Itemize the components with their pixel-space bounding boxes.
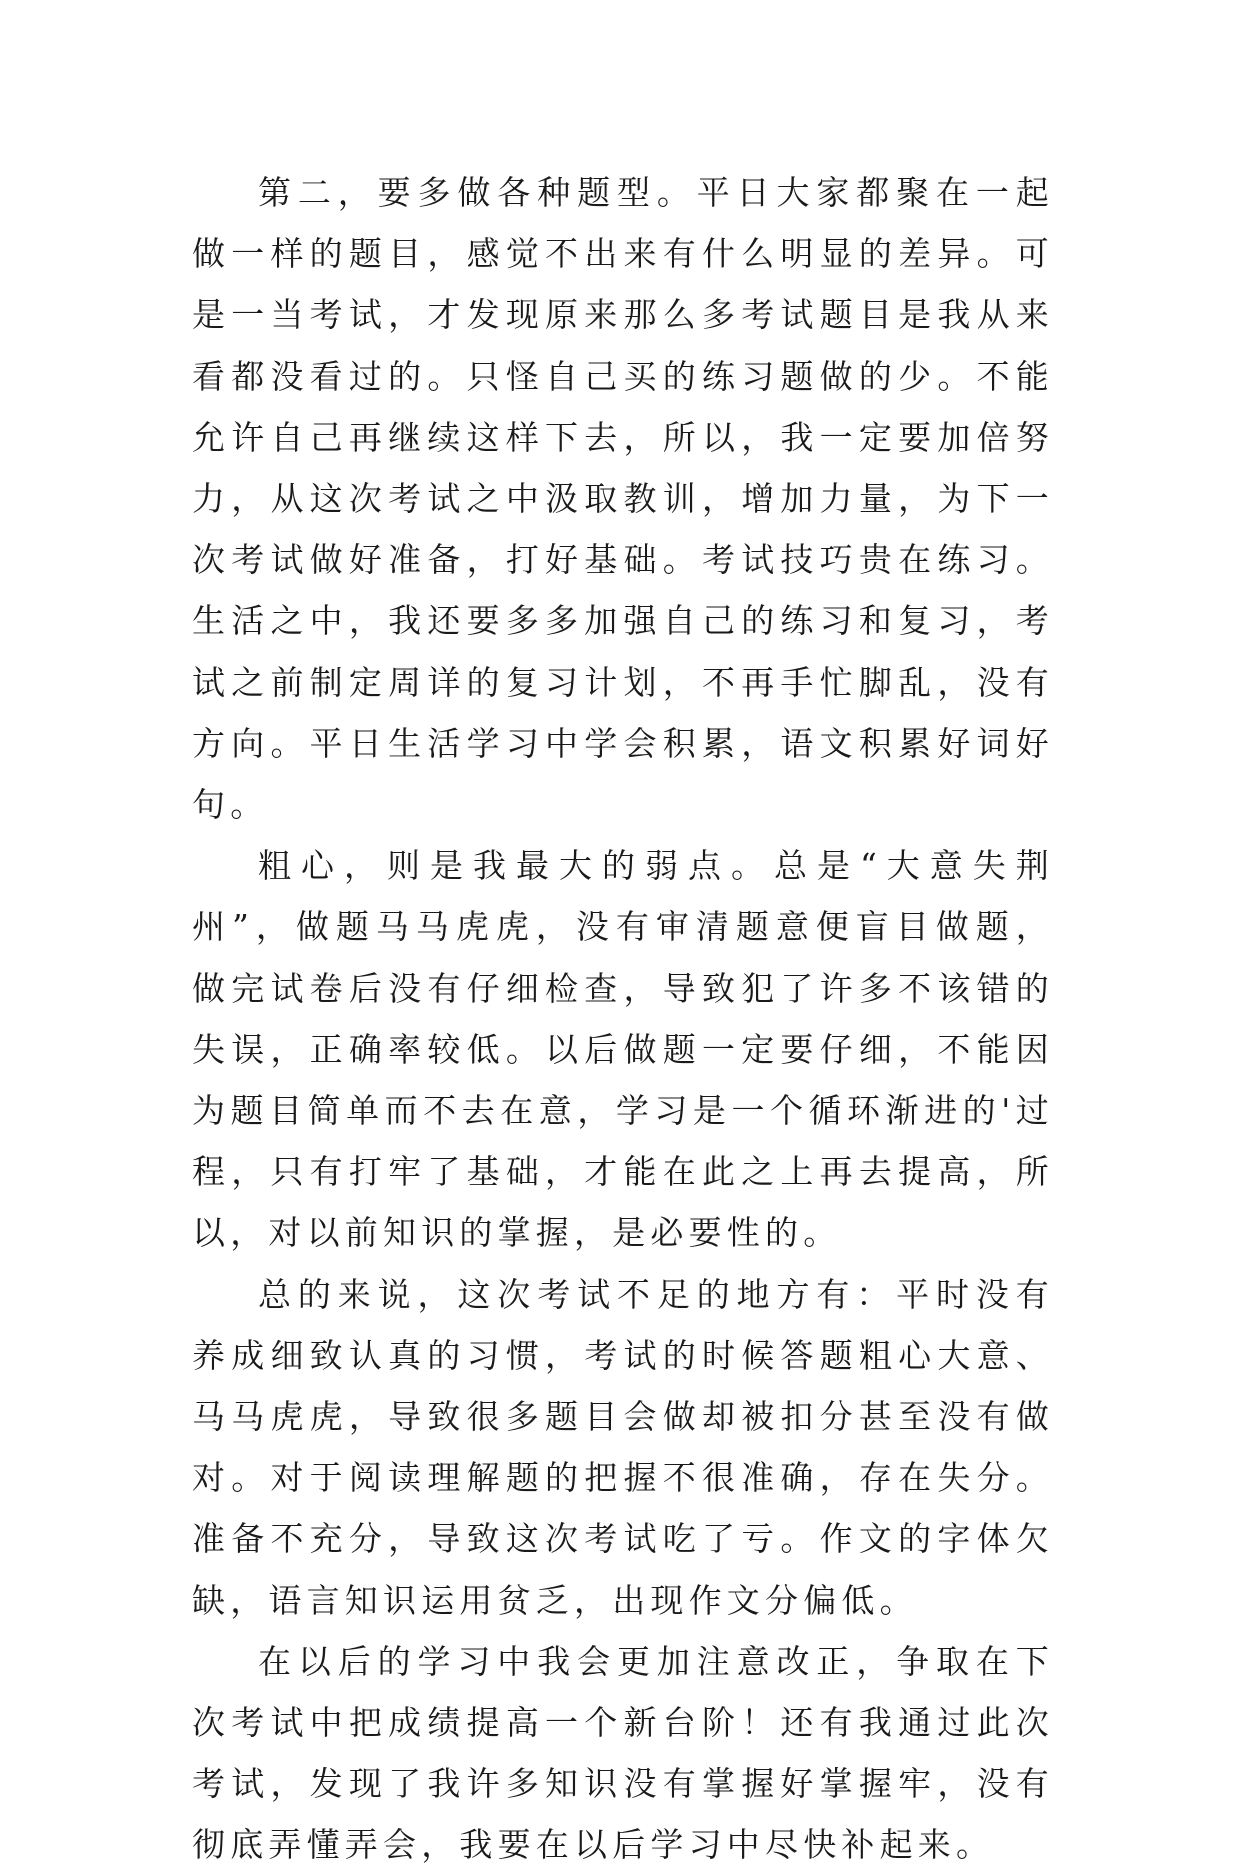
paragraph-future-plan: 在以后的学习中我会更加注意改正，争取在下次考试中把成绩提高一个新台阶！还有我通过此次考试，发现了我许多知识没有掌握好掌握牢，没有彻底弄懂弄会，我要在以后学习中尽快补起来。 [192,1641,1054,1865]
paragraph-summary: 总的来说，这次考试不足的地方有：平时没有养成细致认真的习惯，考试的时候答题粗心大意、马马虎虎，导致很多题目会做却被扣分甚至没有做对。对于阅读理解题的把握不很准确，存在失分。准备不充分，导致这次考试吃了亏。作文的字体欠缺，语言知识运用贫乏，出现作文分偏低。 [192,1274,1054,1620]
paragraph-carelessness: 粗心，则是我最大的弱点。总是“大意失荆州”，做题马马虎虎，没有审清题意便盲目做题，做完试卷后没有仔细检查，导致犯了许多不该错的失误，正确率较低。以后做题一定要仔细，不能因为题目简单而不去在意，学习是一个循环渐进的'过程，只有打牢了基础，才能在此之上再去提高，所以，对以前知识的掌握，是必要性的。 [192,846,1054,1253]
paragraph-question-types: 第二，要多做各种题型。平日大家都聚在一起做一样的题目，感觉不出来有什么明显的差异。可是一当考试，才发现原来那么多考试题目是我从来看都没看过的。只怪自己买的练习题做的少。不能允许自己再继续这样下去，所以，我一定要加倍努力，从这次考试之中汲取教训，增加力量，为下一次考试做好准备，打好基础。考试技巧贵在练习。生活之中，我还要多多加强自己的练习和复习，考试之前制定周详的复习计划，不再手忙脚乱，没有方向。平日生活学习中学会积累，语文积累好词好句。 [192,173,1054,825]
document-page [192,162,1054,1876]
